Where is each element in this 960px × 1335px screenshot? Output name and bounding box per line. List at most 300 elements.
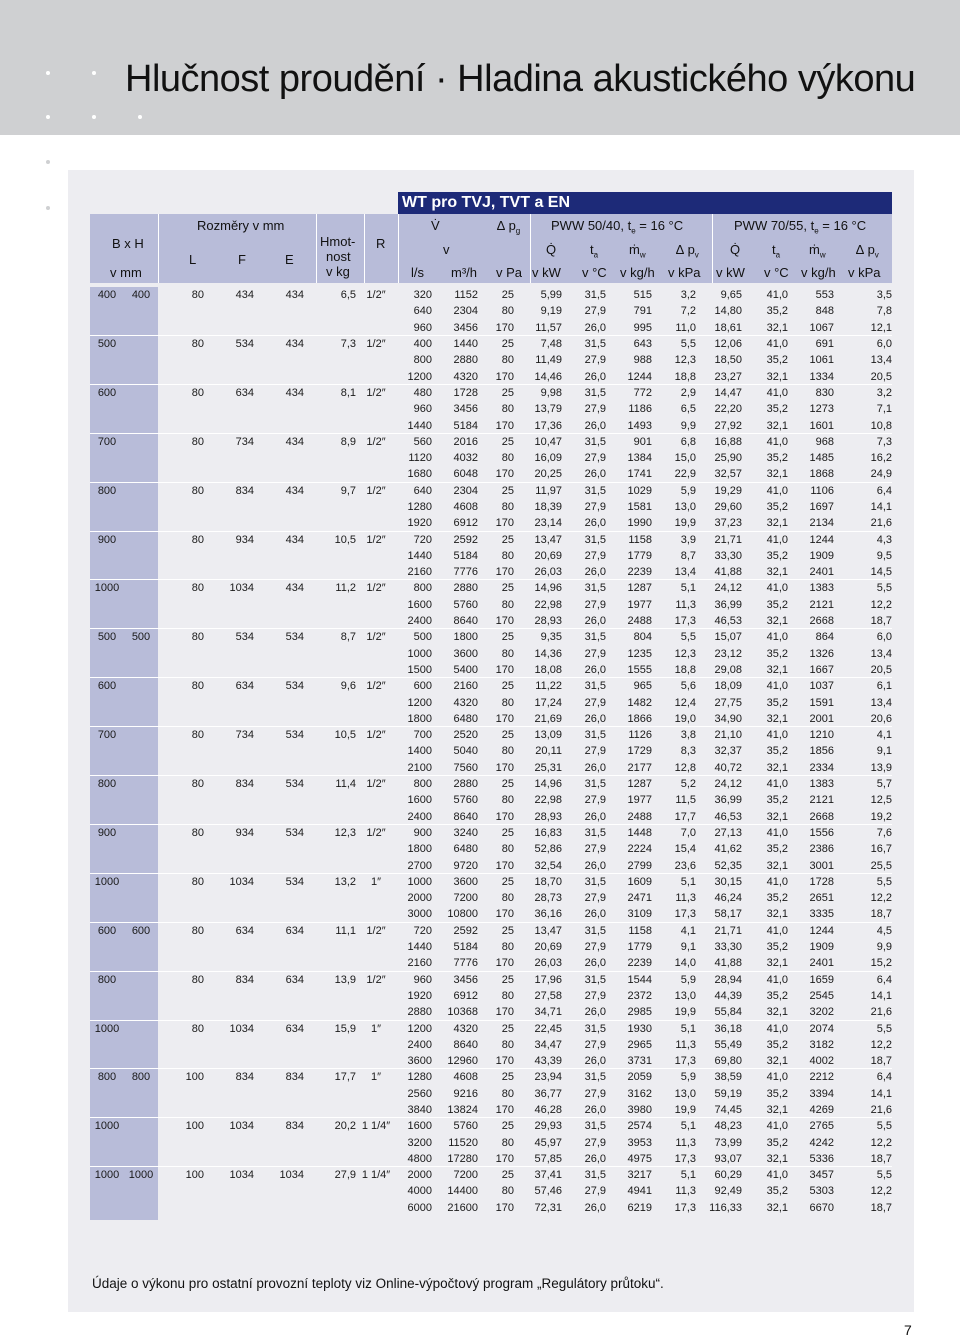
table-cell: 3456	[453, 973, 478, 986]
table-cell: 6,4	[876, 484, 892, 497]
table-cell: 9720	[453, 859, 478, 872]
table-cell	[254, 1037, 304, 1053]
table-row	[90, 417, 892, 433]
table-cell: 1728	[809, 875, 834, 888]
table-cell: 31,5	[584, 533, 606, 546]
table-cell	[204, 1151, 254, 1167]
table-cell: 69,80	[714, 1055, 742, 1068]
table-cell: 170	[495, 957, 514, 970]
header-vC1: v °C	[582, 265, 607, 280]
header-F: F	[238, 252, 246, 267]
table-cell: 35,2	[766, 647, 788, 660]
table-cell: 35,2	[766, 1136, 788, 1149]
table-cell: 1 1/4″	[361, 1120, 391, 1133]
table-cell	[356, 613, 396, 629]
table-cell	[204, 1102, 254, 1118]
table-cell: 35,2	[766, 1038, 788, 1051]
table-cell: 13824	[447, 1103, 478, 1116]
table-cell: 5040	[453, 745, 478, 758]
table-cell: 80	[191, 435, 204, 448]
table-cell: 41,0	[766, 582, 788, 595]
table-cell	[356, 401, 396, 417]
table-cell: 32,1	[766, 1055, 788, 1068]
table-cell	[204, 694, 254, 710]
table-cell	[304, 809, 356, 825]
table-cell	[356, 564, 396, 580]
table-cell	[90, 906, 124, 922]
table-cell: 1/2″	[366, 338, 386, 351]
table-cell: 41,0	[766, 1169, 788, 1182]
table-cell: 37,41	[534, 1169, 562, 1182]
table-cell	[90, 1086, 124, 1102]
table-cell: 1244	[809, 533, 834, 546]
table-cell: 634	[235, 680, 254, 693]
table-cell	[254, 320, 304, 336]
table-cell: 27,9	[584, 354, 606, 367]
table-cell: 18,7	[870, 908, 892, 921]
table-cell: 600	[97, 386, 117, 399]
table-cell: 5,1	[680, 875, 696, 888]
table-cell: 11,49	[535, 354, 562, 367]
table-cell	[304, 792, 356, 808]
header-mw1: ṁ$_w$	[629, 242, 646, 260]
table-cell	[204, 743, 254, 759]
table-cell: 5760	[453, 794, 478, 807]
table-cell: 534	[285, 631, 304, 644]
table-cell: 1990	[627, 517, 652, 530]
table-cell: 3731	[627, 1055, 652, 1068]
table-cell: 9,7	[340, 484, 356, 497]
table-cell: 834	[235, 1071, 254, 1084]
table-cell: 31,5	[584, 680, 606, 693]
table-cell: 2160	[407, 566, 432, 579]
table-cell	[124, 857, 158, 873]
header-vmm: v mm	[110, 265, 142, 280]
table-cell: 3600	[453, 647, 478, 660]
table-cell: 116,33	[709, 1201, 742, 1214]
table-cell	[204, 857, 254, 873]
table-cell: 434	[285, 484, 304, 497]
table-cell: 2177	[627, 761, 652, 774]
table-cell: 1601	[809, 419, 834, 432]
table-cell: 170	[495, 859, 514, 872]
table-cell: 6,4	[876, 973, 892, 986]
table-cell: 1037	[809, 680, 834, 693]
table-cell: 1/2″	[366, 582, 386, 595]
table-cell: 32,1	[766, 615, 788, 628]
table-cell	[90, 613, 124, 629]
header-rozmery: Rozměry v mm	[197, 218, 285, 233]
table-cell	[304, 694, 356, 710]
table-cell: 43,39	[534, 1055, 562, 1068]
table-cell: 6912	[453, 989, 478, 1002]
table-cell	[254, 939, 304, 955]
table-cell: 1000	[94, 1022, 120, 1035]
table-cell: 5,5	[680, 338, 696, 351]
table-cell: 15,2	[870, 957, 892, 970]
table-cell	[124, 466, 158, 482]
table-cell: 80	[501, 1087, 514, 1100]
table-cell: 46,28	[534, 1103, 562, 1116]
table-cell: 5,5	[680, 631, 696, 644]
table-cell: 32,1	[766, 859, 788, 872]
page-title: Hlučnost proudění · Hladina akustického výkonu	[125, 58, 916, 100]
table-cell	[356, 890, 396, 906]
table-cell: 7,6	[876, 826, 892, 839]
table-cell: 1440	[407, 549, 432, 562]
table-cell	[158, 499, 204, 515]
table-cell: 2160	[453, 680, 478, 693]
table-cell: 18,8	[674, 370, 696, 383]
table-cell: 934	[235, 826, 254, 839]
table-cell	[90, 711, 124, 727]
table-cell: 20,5	[870, 370, 892, 383]
table-cell: 31,5	[584, 1120, 606, 1133]
table-cell: 80	[501, 452, 514, 465]
table-cell: 4608	[453, 501, 478, 513]
table-row	[90, 434, 892, 450]
header-dpv1: ∆ $p_v$	[676, 242, 699, 260]
table-cell: 1186	[628, 403, 652, 416]
table-cell: 29,93	[534, 1120, 562, 1133]
table-cell	[254, 597, 304, 613]
table-cell	[90, 1183, 124, 1199]
table-cell	[304, 1037, 356, 1053]
table-cell	[204, 792, 254, 808]
table-cell	[204, 662, 254, 678]
table-cell	[90, 1134, 124, 1150]
table-cell: 4975	[627, 1152, 652, 1165]
table-cell: 41,0	[766, 1071, 788, 1084]
table-cell	[254, 499, 304, 515]
table-cell	[90, 857, 124, 873]
table-cell: 59,19	[714, 1087, 742, 1100]
table-cell: 2520	[453, 729, 478, 742]
table-cell	[254, 1102, 304, 1118]
table-cell	[124, 597, 158, 613]
table-cell: 3109	[627, 908, 652, 921]
table-cell: 27,9	[584, 1136, 606, 1149]
table-cell: 80	[501, 598, 514, 611]
table-cell: 1741	[627, 468, 652, 481]
table-cell: 11,3	[675, 1136, 696, 1149]
table-cell: 800	[131, 1071, 151, 1084]
table-cell: 2592	[453, 924, 478, 937]
data-table	[90, 287, 892, 1216]
table-cell: 7,1	[876, 403, 892, 416]
table-cell: 19,9	[674, 1006, 696, 1019]
table-cell: 6480	[453, 712, 478, 725]
table-cell: 13,4	[870, 647, 892, 660]
table-cell: 26,0	[584, 419, 606, 432]
table-cell: 13,9	[334, 973, 356, 986]
table-cell: 31,5	[584, 289, 606, 302]
table-cell	[90, 1004, 124, 1020]
table-cell	[254, 352, 304, 368]
table-cell: 2000	[407, 1169, 432, 1182]
table-cell: 2545	[809, 989, 834, 1002]
table-cell	[254, 417, 304, 433]
table-cell	[90, 955, 124, 971]
table-cell: 560	[413, 435, 432, 448]
table-cell: 35,2	[766, 549, 788, 562]
table-cell: 41,88	[714, 566, 742, 579]
table-cell: 9,1	[680, 941, 696, 954]
table-cell: 12,2	[870, 892, 892, 905]
table-cell: 4320	[453, 370, 478, 383]
table-cell: 27,9	[584, 745, 606, 758]
table-cell: 17,3	[674, 1152, 696, 1165]
table-cell	[356, 809, 396, 825]
table-cell: 10,47	[534, 435, 562, 448]
table-cell: 41,0	[766, 435, 788, 448]
table-cell	[158, 857, 204, 873]
table-cell: 33,30	[714, 941, 742, 954]
table-cell: 14,1	[870, 989, 892, 1002]
table-cell: 80	[501, 354, 514, 367]
table-cell: 4032	[453, 452, 478, 465]
table-cell: 27,92	[714, 419, 742, 432]
table-cell: 2224	[627, 843, 652, 856]
table-cell: 32,1	[766, 468, 788, 481]
table-cell: 2160	[407, 957, 432, 970]
table-cell	[356, 662, 396, 678]
table-cell	[124, 1004, 158, 1020]
table-cell	[158, 401, 204, 417]
table-cell: 74,45	[714, 1103, 742, 1116]
table-cell: 170	[495, 1201, 514, 1214]
table-cell: 800	[97, 778, 117, 791]
table-cell: 2304	[453, 305, 478, 318]
table-cell: 2400	[407, 1038, 432, 1051]
table-cell	[158, 548, 204, 564]
table-cell: 15,0	[674, 452, 696, 465]
table-cell: 3457	[809, 1169, 834, 1182]
table-cell: 1856	[809, 745, 834, 758]
table-cell: 1909	[809, 941, 834, 954]
table-cell: 80	[191, 289, 204, 302]
table-cell: 9,65	[720, 289, 742, 302]
table-cell: 16,7	[870, 843, 892, 856]
table-cell: 40,72	[714, 761, 742, 774]
table-cell: 1034	[229, 1169, 254, 1182]
table-cell	[254, 711, 304, 727]
table-cell: 14,80	[714, 305, 742, 318]
table-cell: 10800	[447, 908, 478, 921]
table-cell: 41,0	[766, 533, 788, 546]
table-cell: 5,9	[680, 484, 696, 497]
table-cell: 27,9	[584, 989, 606, 1002]
table-cell: 1800	[453, 631, 478, 644]
table-cell	[158, 792, 204, 808]
table-cell: 634	[235, 386, 254, 399]
table-cell: 19,0	[674, 712, 696, 725]
table-cell	[124, 515, 158, 531]
table-cell: 18,61	[714, 321, 742, 334]
table-cell: 834	[235, 778, 254, 791]
table-cell	[124, 874, 158, 890]
table-cell: 600	[413, 680, 432, 693]
table-cell: 80	[191, 973, 204, 986]
table-cell: 170	[495, 712, 514, 725]
table-cell: 2121	[809, 794, 834, 807]
table-cell	[90, 939, 124, 955]
table-cell: 48,23	[714, 1120, 742, 1133]
table-cell: 1977	[627, 794, 652, 807]
table-cell	[356, 857, 396, 873]
table-cell: 28,73	[534, 892, 562, 905]
table-cell: 2372	[627, 989, 652, 1002]
table-cell: 14,0	[674, 957, 696, 970]
table-cell: 968	[815, 435, 834, 448]
table-cell: 14,47	[714, 386, 742, 399]
table-cell: 320	[413, 289, 432, 302]
table-cell: 35,2	[766, 745, 788, 758]
table-cell: 534	[235, 631, 254, 644]
table-cell	[356, 352, 396, 368]
table-cell: 170	[495, 1055, 514, 1068]
table-cell: 21,71	[714, 533, 742, 546]
table-cell: 18,7	[870, 1055, 892, 1068]
table-cell	[304, 613, 356, 629]
table-cell: 1287	[627, 582, 652, 595]
table-cell: 31,5	[584, 338, 606, 351]
table-cell: 600	[131, 924, 151, 937]
table-cell: 22,98	[534, 794, 562, 807]
table-cell: 31,5	[584, 435, 606, 448]
table-cell	[204, 809, 254, 825]
table-cell	[304, 352, 356, 368]
table-cell: 1609	[627, 875, 652, 888]
table-cell: 29,08	[714, 663, 742, 676]
table-cell: 1034	[229, 1120, 254, 1133]
table-row	[90, 483, 892, 499]
table-row	[90, 809, 892, 825]
table-cell: 28,94	[714, 973, 742, 986]
table-cell: 1029	[627, 484, 652, 497]
table-group-title: WT pro TVJ, TVT a EN	[398, 192, 892, 214]
table-cell: 17,7	[674, 810, 696, 823]
table-cell: 31,5	[584, 386, 606, 399]
table-cell	[356, 597, 396, 613]
table-cell	[124, 352, 158, 368]
table-cell: 434	[235, 289, 254, 302]
table-cell	[204, 1134, 254, 1150]
table-cell	[254, 906, 304, 922]
table-cell: 27,9	[584, 501, 606, 513]
table-cell: 3,2	[876, 386, 892, 399]
table-cell: 23,94	[534, 1071, 562, 1084]
table-cell: 27,58	[534, 989, 562, 1002]
table-cell: 12,06	[714, 338, 742, 351]
table-cell: 13,0	[674, 501, 696, 513]
table-cell: 900	[413, 826, 432, 839]
table-cell: 4002	[809, 1055, 834, 1068]
table-cell: 2765	[809, 1120, 834, 1133]
table-cell: 2239	[627, 566, 652, 579]
table-cell: 1 1/4″	[361, 1169, 391, 1182]
table-cell	[204, 1086, 254, 1102]
table-cell	[304, 417, 356, 433]
header-dpg: ∆ $p_g$	[497, 218, 521, 236]
table-cell: 6,5	[680, 403, 696, 416]
table-cell: 1000	[128, 1169, 154, 1182]
table-row	[90, 629, 892, 645]
table-cell: 1120	[408, 452, 432, 465]
table-cell: 7560	[453, 761, 478, 774]
table-cell: 2985	[627, 1006, 652, 1019]
header-vdot: V̇	[431, 218, 440, 233]
table-cell: 7200	[453, 1169, 478, 1182]
table-cell: 5184	[453, 549, 478, 562]
table-cell	[304, 1004, 356, 1020]
table-cell: 41,0	[766, 338, 788, 351]
table-cell	[304, 939, 356, 955]
table-row	[90, 466, 892, 482]
table-cell: 23,6	[674, 859, 696, 872]
table-cell: 100	[185, 1169, 204, 1182]
table-cell: 3456	[453, 403, 478, 416]
table-cell: 32,1	[766, 908, 788, 921]
table-row	[90, 678, 892, 694]
table-cell: 21,71	[714, 924, 742, 937]
table-cell	[204, 906, 254, 922]
table-cell: 2592	[453, 533, 478, 546]
table-cell	[204, 499, 254, 515]
table-cell: 18,39	[534, 501, 562, 513]
table-cell: 170	[495, 1152, 514, 1165]
table-cell	[304, 743, 356, 759]
table-cell: 35,2	[766, 501, 788, 513]
table-cell: 1000	[94, 582, 120, 595]
table-cell: 2,9	[680, 386, 696, 399]
table-cell: 46,24	[714, 892, 742, 905]
table-cell: 28,93	[534, 810, 562, 823]
table-cell: 80	[501, 549, 514, 562]
table-cell: 80	[501, 1038, 514, 1051]
table-cell: 5,7	[876, 778, 892, 791]
table-cell: 17,36	[534, 419, 562, 432]
table-cell: 21,69	[534, 712, 562, 725]
table-cell: 27,9	[584, 1087, 606, 1100]
table-cell: 32,57	[714, 468, 742, 481]
table-cell: 515	[633, 289, 652, 302]
table-cell: 1/2″	[366, 826, 386, 839]
table-cell	[90, 988, 124, 1004]
table-cell	[356, 988, 396, 1004]
table-cell	[356, 841, 396, 857]
table-cell: 1/2″	[366, 973, 386, 986]
table-cell: 1600	[407, 1120, 432, 1133]
table-cell: 5,5	[876, 875, 892, 888]
table-row	[90, 368, 892, 384]
table-cell: 1067	[809, 321, 834, 334]
table-cell: 35,2	[766, 598, 788, 611]
table-cell: 170	[495, 810, 514, 823]
table-cell	[204, 597, 254, 613]
table-cell: 1034	[229, 582, 254, 595]
table-cell	[304, 711, 356, 727]
table-cell	[304, 1053, 356, 1069]
table-cell: 7,2	[680, 305, 696, 318]
table-cell: 7,3	[340, 338, 356, 351]
table-cell: 6,4	[876, 1071, 892, 1084]
table-cell: 8640	[453, 615, 478, 628]
table-cell: 27,9	[334, 1169, 356, 1182]
table-cell	[124, 564, 158, 580]
table-cell: 25	[501, 1120, 514, 1133]
table-cell: 26,0	[584, 1201, 606, 1214]
